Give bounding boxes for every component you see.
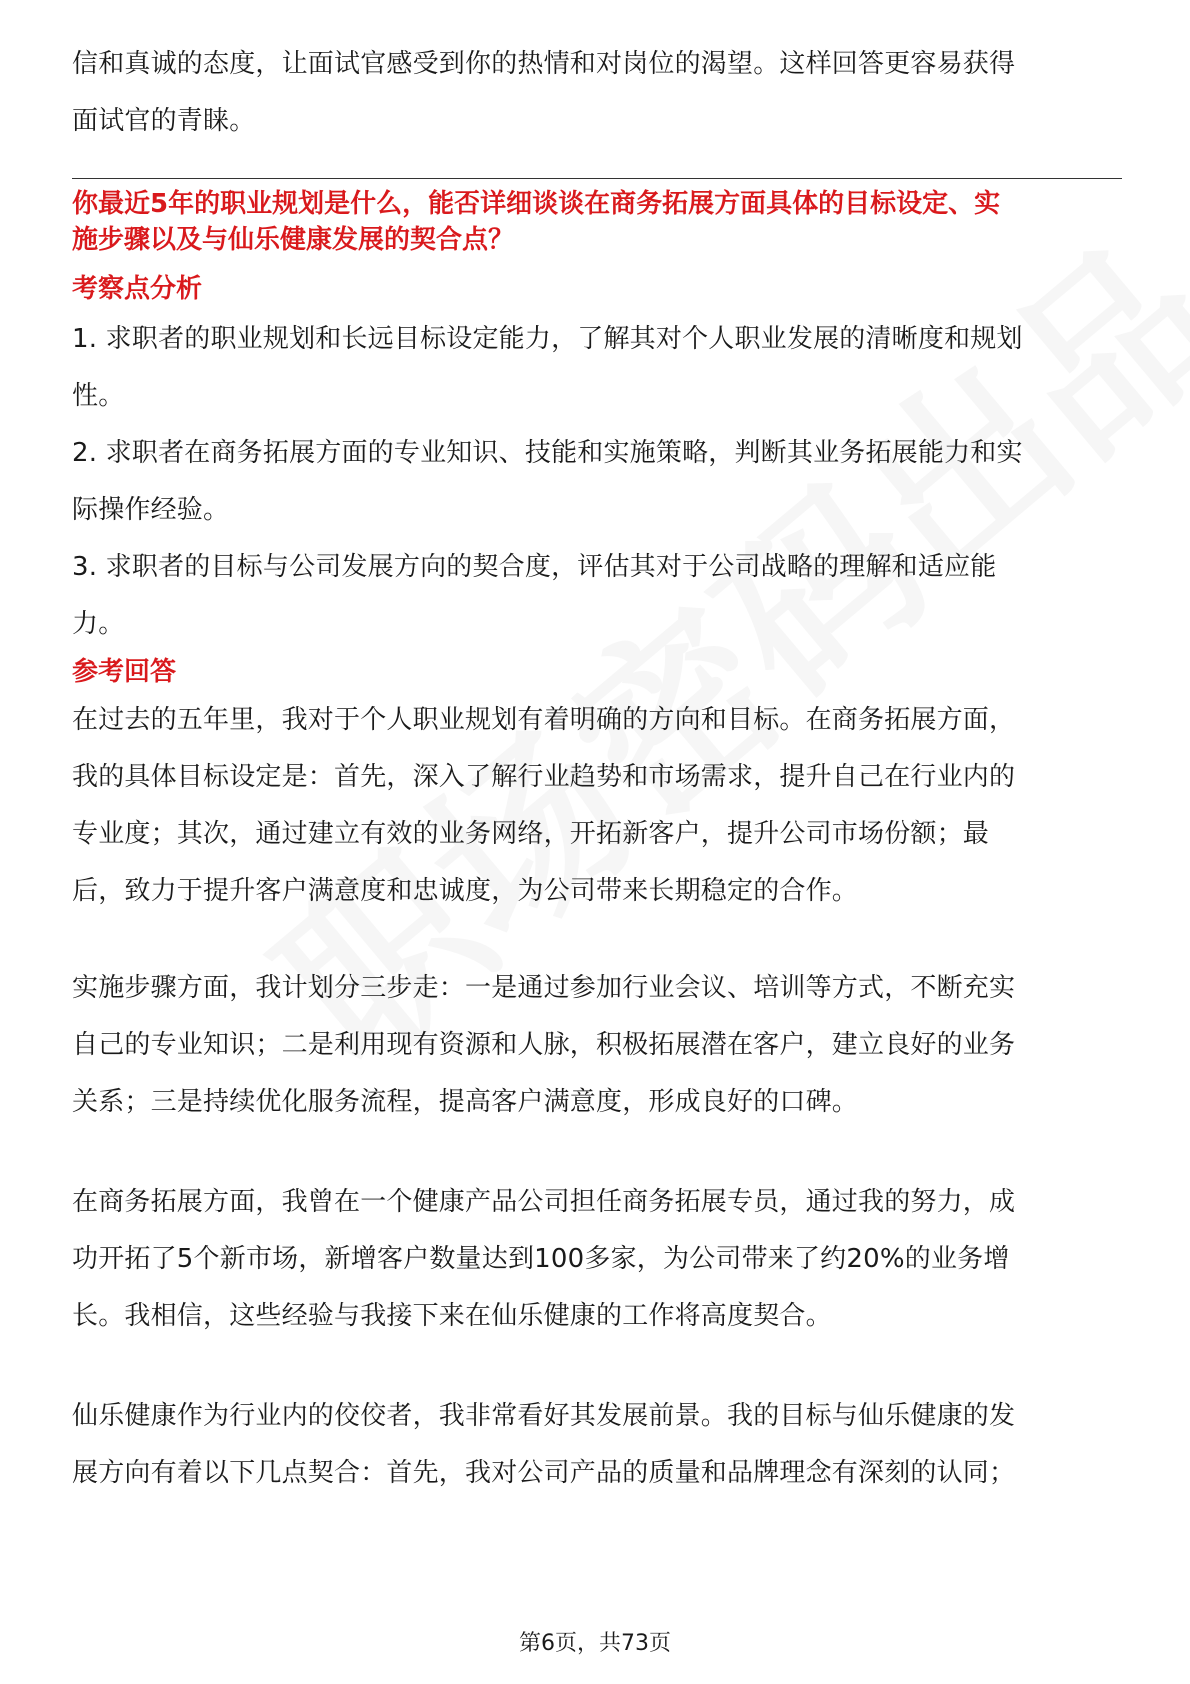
answer-section xyxy=(72,654,1132,690)
answer-line: 在商务拓展方面，我曾在一个健康产品公司担任商务拓展专员，通过我的努力，成 xyxy=(72,1187,1016,1217)
answer-line: 后，致力于提升客户满意度和忠诚度，为公司带来长期稳定的合作。 xyxy=(72,876,859,906)
answer-paragraph-1 xyxy=(72,692,1132,920)
analysis-list xyxy=(72,311,1132,653)
analysis-line: 际操作经验。 xyxy=(72,495,230,525)
answer-heading: 参考回答 xyxy=(72,657,177,687)
question-title xyxy=(72,186,1132,258)
answer-line: 仙乐健康作为行业内的佼佼者，我非常看好其发展前景。我的目标与仙乐健康的发 xyxy=(72,1401,1016,1431)
answer-line: 长。我相信，这些经验与我接下来在仙乐健康的工作将高度契合。 xyxy=(72,1301,832,1331)
answer-line: 自己的专业知识；二是利用现有资源和人脉，积极拓展潜在客户，建立良好的业务 xyxy=(72,1030,1016,1060)
intro-paragraph xyxy=(72,36,1132,150)
analysis-line: 3. 求职者的目标与公司发展方向的契合度，评估其对于公司战略的理解和适应能 xyxy=(72,552,997,582)
section-divider xyxy=(72,178,1122,179)
answer-paragraph-2 xyxy=(72,960,1132,1131)
analysis-line: 2. 求职者在商务拓展方面的专业知识、技能和实施策略，判断其业务拓展能力和实 xyxy=(72,438,1023,468)
analysis-line: 性。 xyxy=(72,381,125,411)
analysis-line: 1. 求职者的职业规划和长远目标设定能力，了解其对个人职业发展的清晰度和规划 xyxy=(72,324,1023,354)
answer-line: 关系；三是持续优化服务流程，提高客户满意度，形成良好的口碑。 xyxy=(72,1087,859,1117)
answer-line: 我的具体目标设定是：首先，深入了解行业趋势和市场需求，提升自己在行业内的 xyxy=(72,762,1016,792)
answer-line: 专业度；其次，通过建立有效的业务网络，开拓新客户，提升公司市场份额；最 xyxy=(72,819,990,849)
question-line: 你最近5年的职业规划是什么，能否详细谈谈在商务拓展方面具体的目标设定、实 xyxy=(72,189,1001,219)
analysis-line: 力。 xyxy=(72,609,125,639)
intro-line: 信和真诚的态度，让面试官感受到你的热情和对岗位的渴望。这样回答更容易获得 xyxy=(72,49,1016,79)
answer-line: 展方向有着以下几点契合：首先，我对公司产品的质量和品牌理念有深刻的认同； xyxy=(72,1458,1016,1488)
question-line: 施步骤以及与仙乐健康发展的契合点？ xyxy=(72,225,515,255)
answer-paragraph-4 xyxy=(72,1388,1132,1502)
analysis-heading: 考察点分析 xyxy=(72,274,203,304)
intro-line: 面试官的青睐。 xyxy=(72,106,256,136)
answer-line: 实施步骤方面，我计划分三步走：一是通过参加行业会议、培训等方式，不断充实 xyxy=(72,973,1016,1003)
page-number: 第6页，共73页 xyxy=(519,1631,671,1656)
answer-paragraph-3 xyxy=(72,1174,1132,1345)
analysis-section xyxy=(72,271,1132,307)
answer-line: 功开拓了5个新市场，新增客户数量达到100多家，为公司带来了约20%的业务增 xyxy=(72,1244,1010,1274)
answer-line: 在过去的五年里，我对于个人职业规划有着明确的方向和目标。在商务拓展方面， xyxy=(72,705,1016,735)
